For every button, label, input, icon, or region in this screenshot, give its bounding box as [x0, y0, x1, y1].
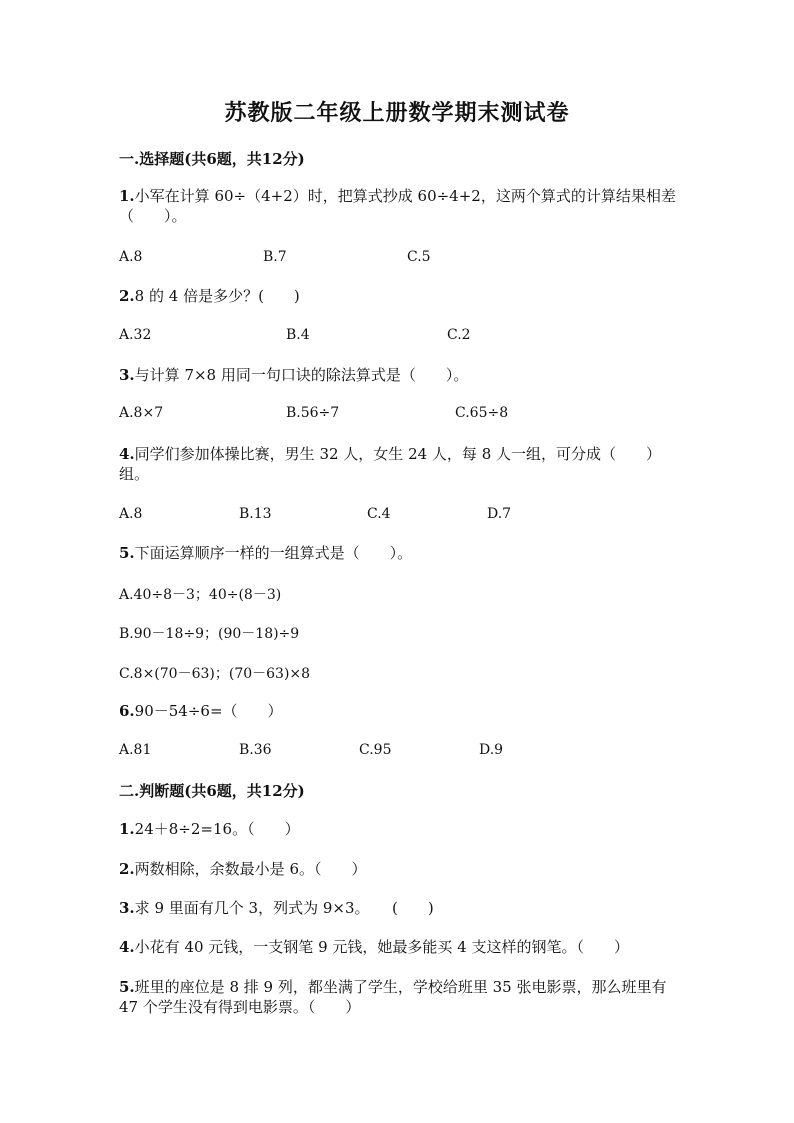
options-2	[119, 327, 719, 347]
page-title: 苏教版二年级上册数学期末测试卷	[224, 100, 570, 126]
question-number: 1.	[119, 187, 135, 205]
option-a-row	[119, 584, 719, 604]
question-number: 4.	[119, 445, 135, 463]
option-a[interactable]: A.8	[119, 506, 143, 522]
option-b[interactable]: B.7	[263, 249, 287, 265]
option-b[interactable]: B.56÷7	[286, 405, 340, 421]
question-2	[119, 286, 679, 306]
question-text: 8 的 4 倍是多少？( )	[134, 287, 300, 305]
option-b[interactable]: B.90－18÷9；(90－18)÷9	[119, 626, 300, 642]
option-c[interactable]: C.95	[359, 742, 392, 758]
section-heading-judgement: 二.判断题(共6题，共12分)	[119, 782, 305, 800]
option-d[interactable]: D.7	[487, 506, 512, 522]
option-b-row	[119, 623, 719, 643]
option-c[interactable]: C.8×(70－63)；(70－63)×8	[119, 666, 311, 682]
question-3	[119, 365, 679, 385]
question-4	[119, 444, 679, 484]
question-1	[119, 186, 691, 226]
option-d[interactable]: D.9	[479, 742, 504, 758]
question-number: 4.	[119, 938, 135, 956]
judgement-5	[119, 977, 679, 1017]
question-6	[119, 701, 679, 721]
question-text: 班里的座位是 8 排 9 列，都坐满了学生，学校给班里 35 张电影票，那么班里有 47 个学生没有得到电影票。（ ）	[119, 978, 667, 1016]
options-1	[119, 249, 719, 269]
question-text: 求 9 里面有几个 3，列式为 9×3。 ( )	[134, 899, 434, 917]
option-c[interactable]: C.4	[367, 506, 391, 522]
question-text: 90－54÷6=（ ）	[134, 702, 283, 720]
question-5	[119, 543, 679, 563]
option-c[interactable]: C.2	[447, 327, 471, 343]
option-a[interactable]: A.8×7	[119, 405, 164, 421]
option-c-row	[119, 663, 719, 683]
option-b[interactable]: B.4	[286, 327, 310, 343]
option-a[interactable]: A.40÷8－3；40÷(8－3)	[119, 587, 282, 603]
option-a[interactable]: A.81	[119, 742, 152, 758]
judgement-2	[119, 859, 679, 879]
question-number: 3.	[119, 366, 135, 384]
option-b[interactable]: B.13	[239, 506, 272, 522]
question-text: 同学们参加体操比赛，男生 32 人，女生 24 人，每 8 人一组，可分成（ ）组。	[119, 445, 662, 483]
question-text: 24＋8÷2=16。（ ）	[134, 820, 300, 838]
judgement-4	[119, 937, 679, 957]
options-6	[119, 742, 719, 762]
question-number: 1.	[119, 820, 135, 838]
options-3	[119, 405, 719, 425]
question-text: 小军在计算 60÷（4+2）时，把算式抄成 60÷4+2，这两个算式的计算结果相差 （ ）。	[119, 187, 691, 225]
judgement-3	[119, 898, 679, 918]
question-number: 2.	[119, 860, 135, 878]
option-c[interactable]: C.65÷8	[455, 405, 509, 421]
option-a[interactable]: A.8	[119, 249, 143, 265]
question-number: 5.	[119, 978, 135, 996]
option-c[interactable]: C.5	[407, 249, 431, 265]
question-text: 两数相除，余数最小是 6。（ ）	[134, 860, 367, 878]
question-text: 下面运算顺序一样的一组算式是（ ）。	[134, 544, 413, 562]
option-b[interactable]: B.36	[239, 742, 272, 758]
question-number: 6.	[119, 702, 135, 720]
question-number: 3.	[119, 899, 135, 917]
question-number: 5.	[119, 544, 135, 562]
section-heading-choice: 一.选择题(共6题，共12分)	[119, 150, 305, 168]
option-a[interactable]: A.32	[119, 327, 152, 343]
options-4	[119, 506, 719, 526]
question-text: 小花有 40 元钱，一支钢笔 9 元钱，她最多能买 4 支这样的钢笔。（ ）	[134, 938, 629, 956]
judgement-1	[119, 819, 679, 839]
question-text: 与计算 7×8 用同一句口诀的除法算式是（ ）。	[134, 366, 469, 384]
question-number: 2.	[119, 287, 135, 305]
